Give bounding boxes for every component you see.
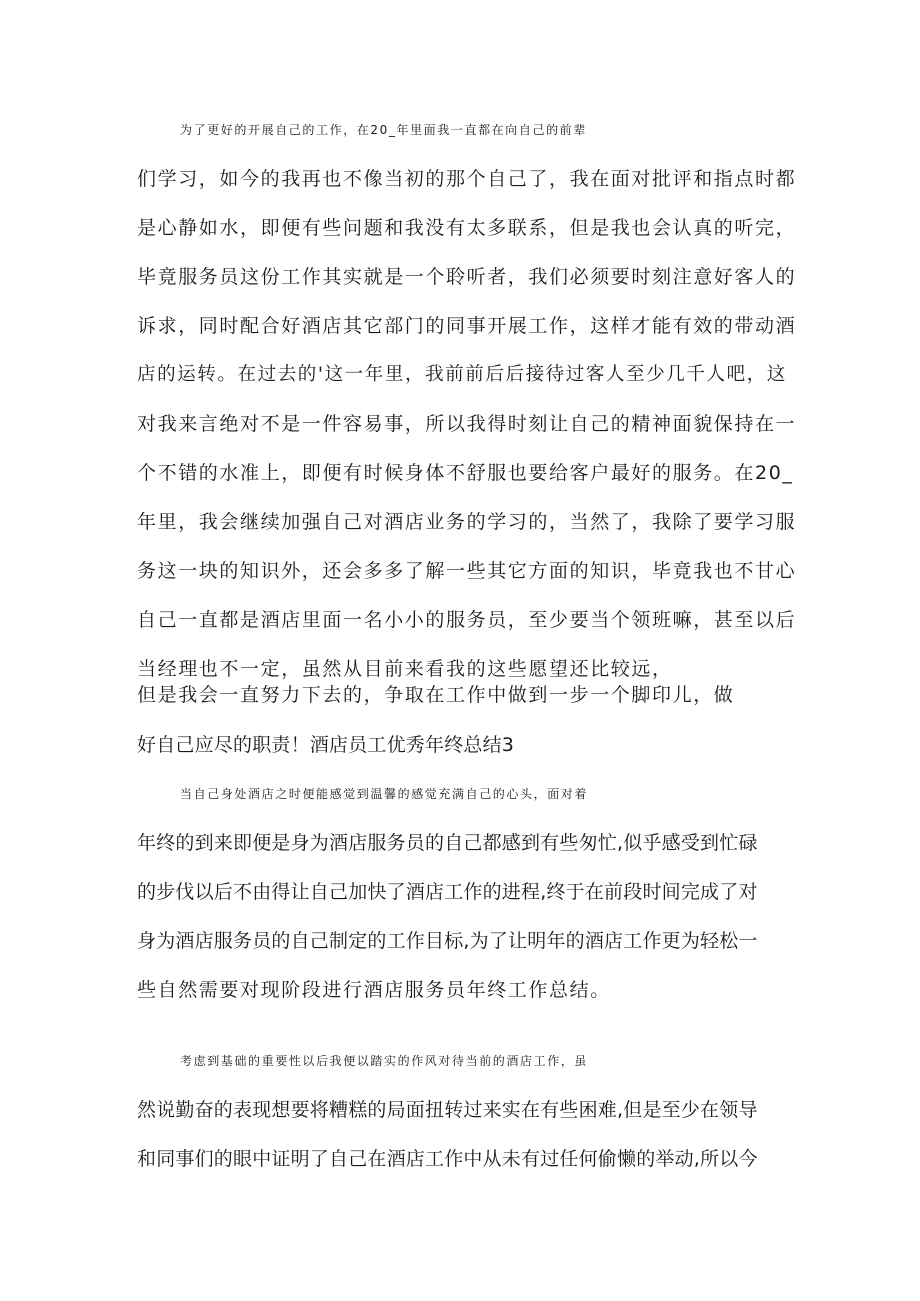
paragraph-1-line-8: 个不错的水准上，即便有时候身体不舒服也要给客户最好的服务。在20_ — [137, 462, 794, 484]
paragraph-1-line-3: 是心静如水，即便有些问题和我没有太多联系，但是我也会认真的听完， — [137, 217, 797, 239]
paragraph-1-line-14: 好自己应尽的职责！酒店员工优秀年终总结3 — [137, 734, 515, 756]
paragraph-2-line-3: 的步伐以后不由得让自己加快了酒店工作的进程,终于在前段时间完成了对 — [137, 881, 758, 903]
paragraph-3-line-1: 考虑到基础的重要性以后我便以踏实的作风对待当前的酒店工作，虽 — [180, 1054, 589, 1068]
paragraph-3-line-3: 和同事们的眼中证明了自己在酒店工作中从未有过任何偷懒的举动,所以今 — [137, 1148, 758, 1170]
paragraph-2-line-1: 当自己身处酒店之时便能感觉到温馨的感觉充满自己的心头，面对着 — [180, 787, 589, 801]
paragraph-1-line-10: 务这一块的知识外，还会多多了解一些其它方面的知识，毕竟我也不甘心 — [137, 560, 797, 582]
paragraph-1-line-13: 但是我会一直努力下去的，争取在工作中做到一步一个脚印儿，做 — [137, 684, 735, 706]
paragraph-1-line-11: 自己一直都是酒店里面一名小小的服务员，至少要当个领班嘛，甚至以后 — [137, 609, 797, 631]
paragraph-1-line-9: 年里，我会继续加强自己对酒店业务的学习的，当然了，我除了要学习服 — [137, 511, 797, 533]
paragraph-1-line-6: 店的运转。在过去的'这一年里，我前前后后接待过客人至少几千人吧，这 — [137, 364, 787, 385]
paragraph-1-line-12: 当经理也不一定，虽然从目前来看我的这些愿望还比较远， — [137, 658, 673, 680]
paragraph-2-line-4: 身为酒店服务员的自己制定的工作目标,为了让明年的酒店工作更为轻松一 — [137, 930, 758, 952]
paragraph-3-line-2: 然说勤奋的表现想要将糟糕的局面扭转过来实在有些困难,但是至少在领导 — [137, 1099, 758, 1121]
paragraph-1-line-4: 毕竟服务员这份工作其实就是一个聆听者，我们必须要时刻注意好客人的 — [137, 266, 797, 288]
paragraph-2-line-2: 年终的到来即便是身为酒店服务员的自己都感到有些匆忙,似乎感受到忙碌 — [137, 832, 758, 854]
paragraph-2-line-5: 些自然需要对现阶段进行酒店服务员年终工作总结。 — [137, 979, 611, 1001]
paragraph-1-line-5: 诉求，同时配合好酒店其它部门的同事开展工作，这样才能有效的带动酒 — [137, 315, 797, 337]
paragraph-1-line-2: 们学习，如今的我再也不像当初的那个自己了，我在面对批评和指点时都 — [137, 168, 797, 190]
paragraph-1-line-1: 为了更好的开展自己的工作，在20_年里面我一直都在向自己的前辈 — [180, 123, 587, 137]
paragraph-1-line-7: 对我来言绝对不是一件容易事，所以我得时刻让自己的精神面貌保持在一 — [137, 413, 797, 435]
